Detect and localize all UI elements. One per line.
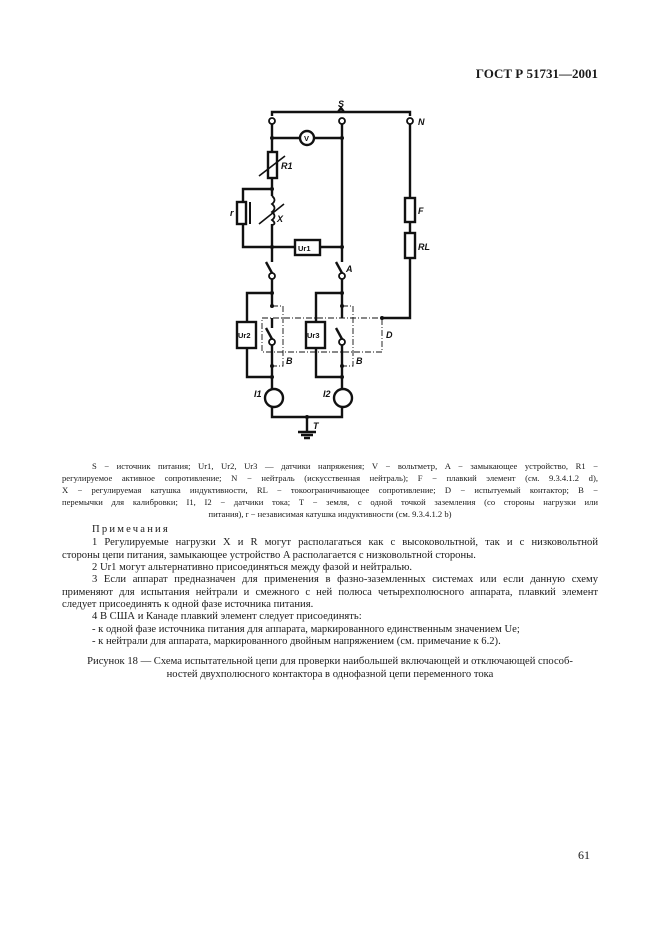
label-r: r — [230, 208, 234, 218]
source-bracket — [272, 108, 410, 116]
resistor-rl — [405, 233, 415, 258]
legend-line: питания), r − независимая катушка индуктивности (см. 9.3.4.1.2 b) — [208, 509, 452, 519]
label-f: F — [418, 206, 424, 216]
label-d: D — [386, 330, 393, 340]
document-header: ГОСТ Р 51731—2001 — [475, 66, 598, 81]
current-sensor-i2 — [334, 389, 352, 407]
note-line: 2 Ur1 могут альтернативно присоединяться между фазой и нейтралью. — [92, 562, 413, 573]
legend-line: S − источник питания; Ur1, Ur2, Ur3 — датчики напряжения; V − вольтметр, A − замыкающее устройство, R1 − — [92, 461, 598, 471]
figure-caption: ностей двухполюсного контактора в однофазной цепи переменного тока — [166, 669, 494, 680]
switch-1 — [266, 262, 272, 273]
circuit-diagram — [0, 0, 661, 450]
page-number: 61 — [578, 848, 590, 862]
label-i2: I2 — [323, 389, 331, 399]
label-i1: I1 — [254, 389, 262, 399]
inductor-r — [237, 202, 246, 224]
legend-line: перемычки для калибровки; I1, I2 − датчики тока; T − земля, с одной точкой заземления (со стороны нагрузки или — [62, 497, 598, 507]
label-s: S — [338, 99, 345, 109]
terminal-1 — [269, 118, 275, 124]
current-sensor-i1 — [265, 389, 283, 407]
label-ur3: Ur3 — [307, 331, 320, 340]
label-x: X — [277, 214, 284, 224]
label-n: N — [418, 117, 425, 127]
label-b2: B — [356, 356, 363, 366]
label-r1: R1 — [281, 161, 293, 171]
inductor-x — [272, 196, 275, 225]
bridge-b1 — [272, 306, 283, 366]
note-line: - к одной фазе источника питания для аппарата, маркированного единственным значением Ue; — [92, 624, 520, 635]
note-line: 4 В США и Канаде плавкий элемент следует присоединять: — [92, 611, 362, 622]
terminal-n — [407, 118, 413, 124]
note-line: 1 Регулируемые нагрузки X и R могут располагаться как с высоковольтной, так и с низковольтной — [92, 537, 598, 548]
label-b1: B — [286, 356, 293, 366]
contactor-switch-1 — [266, 328, 272, 339]
figure-caption: Рисунок 18 — Схема испытательной цепи для проверки наибольшей включающей и отключающей способ- — [87, 656, 573, 667]
note-line: следует присоединять к одной фазе источника питания. — [62, 599, 314, 610]
label-a: A — [346, 264, 353, 274]
label-v: V — [304, 134, 310, 143]
fuse-f — [405, 198, 415, 222]
label-ur2: Ur2 — [238, 331, 251, 340]
note-line: применяют для испытания нейтрали и смежного с ней полюса четырехполюсного аппарата, плавкий элемент — [62, 587, 598, 598]
note-line: стороны цепи питания, замыкающее устройство A располагается с низковольтной стороны. — [62, 550, 476, 561]
switch-a — [336, 262, 342, 273]
label-rl: RL — [418, 242, 430, 252]
legend-line: X − регулируемая катушка индуктивности, RL − токоограничивающее сопротивление; D − испытуемый контактор; B − — [62, 485, 598, 495]
note-line: - к нейтрали для аппарата, маркированного двойным напряжением (см. примечание к 6.2). — [92, 636, 501, 647]
legend-line: регулируемое активное сопротивление; N − нейтраль (искусственная нейтраль); F − плавкий элемент (см. 9.3.4.1.2 d), — [62, 473, 598, 483]
notes-title: Примечания — [92, 524, 170, 535]
bridge-b2 — [342, 306, 353, 366]
contactor-switch-2 — [336, 328, 342, 339]
terminal-2 — [339, 118, 345, 124]
label-ur1: Ur1 — [298, 244, 311, 253]
note-line: 3 Если аппарат предназначен для применения в фазно-заземленных системах или если данную схему — [92, 574, 598, 585]
label-t: T — [313, 421, 319, 431]
